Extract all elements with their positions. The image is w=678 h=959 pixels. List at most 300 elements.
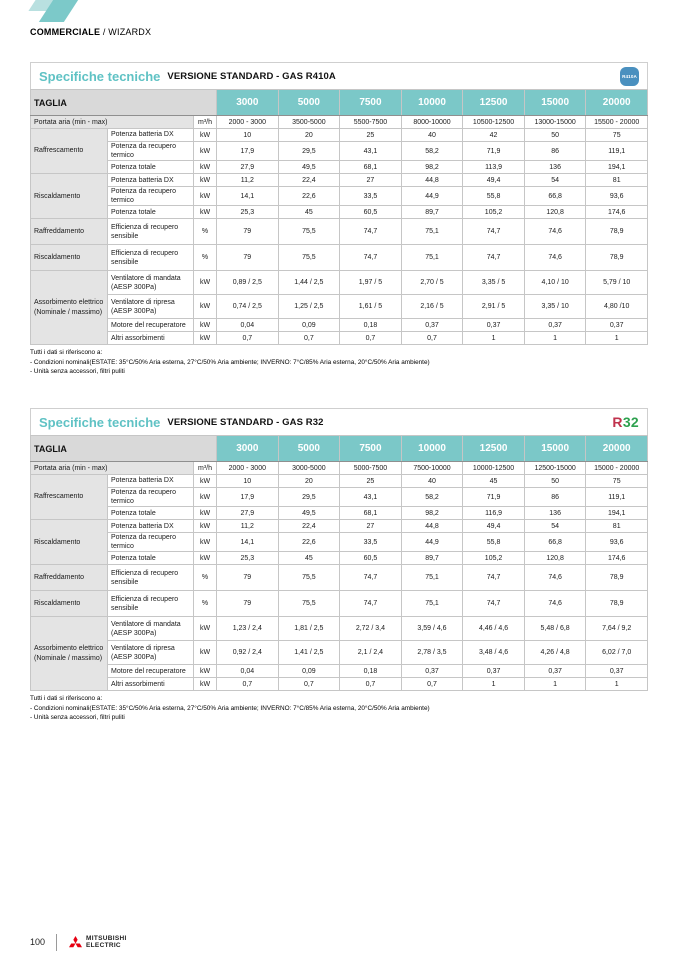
value-cell: 3500-5000 <box>278 116 340 129</box>
value-cell: 78,9 <box>586 591 648 617</box>
value-cell: 58,2 <box>401 488 463 507</box>
value-cell: 74,7 <box>340 565 402 591</box>
unit-cell: kW <box>194 678 217 691</box>
value-cell: 86 <box>524 488 586 507</box>
spec-row <box>31 187 648 206</box>
row-label-cell: Efficienza di recupero sensibile <box>108 245 194 271</box>
value-cell: 44,9 <box>401 533 463 552</box>
value-cell: 75,1 <box>401 219 463 245</box>
size-header-row <box>31 436 648 462</box>
value-cell: 22,6 <box>278 187 340 206</box>
spec-row <box>31 245 648 271</box>
value-cell: 136 <box>524 161 586 174</box>
row-label-cell: Portata aria (min - max) <box>31 116 194 129</box>
value-cell: 45 <box>278 206 340 219</box>
value-cell: 78,9 <box>586 245 648 271</box>
value-cell: 1,61 / 5 <box>340 295 402 319</box>
value-cell: 0,7 <box>217 678 279 691</box>
value-cell: 33,5 <box>340 187 402 206</box>
value-cell: 75,5 <box>278 591 340 617</box>
spec-row <box>31 206 648 219</box>
row-label-cell: Ventilatore di ripresa (AESP 300Pa) <box>108 295 194 319</box>
spec-row <box>31 174 648 187</box>
value-cell: 68,1 <box>340 507 402 520</box>
value-cell: 10500-12500 <box>463 116 525 129</box>
value-cell: 49,4 <box>463 520 525 533</box>
group-label-cell: Assorbimento elettrico (Nominale / massimo) <box>31 271 108 345</box>
table-title-bar <box>30 62 648 89</box>
value-cell: 43,1 <box>340 142 402 161</box>
value-cell: 194,1 <box>586 507 648 520</box>
value-cell: 105,2 <box>463 552 525 565</box>
spec-row <box>31 142 648 161</box>
spec-row <box>31 271 648 295</box>
value-cell: 3000-5000 <box>278 462 340 475</box>
table-title-bar <box>30 408 648 435</box>
row-label-cell: Motore del recuperatore <box>108 319 194 332</box>
unit-cell: kW <box>194 507 217 520</box>
value-cell: 25,3 <box>217 206 279 219</box>
value-cell: 1 <box>463 678 525 691</box>
unit-cell: kW <box>194 206 217 219</box>
value-cell: 20 <box>278 129 340 142</box>
value-cell: 27 <box>340 520 402 533</box>
value-cell: 45 <box>278 552 340 565</box>
r32-logo-r: R <box>612 414 623 430</box>
value-cell: 22,6 <box>278 533 340 552</box>
value-cell: 3,48 / 4,6 <box>463 641 525 665</box>
value-cell: 75 <box>586 129 648 142</box>
value-cell: 4,80 /10 <box>586 295 648 319</box>
row-label-cell: Efficienza di recupero sensibile <box>108 591 194 617</box>
value-cell: 0,18 <box>340 319 402 332</box>
value-cell: 1 <box>463 332 525 345</box>
size-column-header: 10000 <box>401 90 463 116</box>
value-cell: 22,4 <box>278 174 340 187</box>
value-cell: 25 <box>340 129 402 142</box>
unit-cell: kW <box>194 475 217 488</box>
value-cell: 78,9 <box>586 219 648 245</box>
unit-cell: kW <box>194 488 217 507</box>
table-title: Specifiche tecniche <box>39 414 161 430</box>
value-cell: 33,5 <box>340 533 402 552</box>
value-cell: 1 <box>586 678 648 691</box>
spec-row <box>31 219 648 245</box>
row-label-cell: Portata aria (min - max) <box>31 462 194 475</box>
value-cell: 0,74 / 2,5 <box>217 295 279 319</box>
unit-cell: % <box>194 591 217 617</box>
table-subtitle: VERSIONE STANDARD - GAS R32 <box>167 416 324 428</box>
group-label-cell: Raffrescamento <box>31 475 108 520</box>
spec-row <box>31 552 648 565</box>
value-cell: 3,59 / 4,6 <box>401 617 463 641</box>
value-cell: 0,09 <box>278 665 340 678</box>
value-cell: 0,04 <box>217 319 279 332</box>
row-label-cell: Potenza totale <box>108 161 194 174</box>
value-cell: 75,1 <box>401 591 463 617</box>
row-label-cell: Efficienza di recupero sensibile <box>108 219 194 245</box>
spec-row <box>31 565 648 591</box>
value-cell: 49,5 <box>278 507 340 520</box>
value-cell: 1,25 / 2,5 <box>278 295 340 319</box>
spec-row <box>31 161 648 174</box>
unit-cell: kW <box>194 533 217 552</box>
value-cell: 74,7 <box>463 591 525 617</box>
table-title: Specifiche tecniche <box>39 68 161 84</box>
unit-cell: kW <box>194 174 217 187</box>
row-label-cell: Potenza batteria DX <box>108 174 194 187</box>
breadcrumb-section: COMMERCIALE <box>30 27 101 37</box>
value-cell: 15000 - 20000 <box>586 462 648 475</box>
footnote-line: Tutti i dati si riferiscono a: <box>30 349 103 357</box>
value-cell: 68,1 <box>340 161 402 174</box>
value-cell: 60,5 <box>340 206 402 219</box>
group-label-cell: Riscaldamento <box>31 174 108 219</box>
value-cell: 45 <box>463 475 525 488</box>
value-cell: 2,70 / 5 <box>401 271 463 295</box>
value-cell: 0,7 <box>401 332 463 345</box>
size-column-header: 10000 <box>401 436 463 462</box>
footnote-line: - Condizioni nominali(ESTATE: 35°C/50% Aria esterna, 27°C/50% Aria ambiente; INVERNO: 7°C/85% Aria esterna, 20°C/50% Aria ambiente) <box>30 704 430 712</box>
value-cell: 2000 - 3000 <box>217 462 279 475</box>
value-cell: 116,9 <box>463 507 525 520</box>
unit-cell: kW <box>194 129 217 142</box>
spec-row <box>31 617 648 641</box>
row-label-cell: Potenza batteria DX <box>108 475 194 488</box>
value-cell: 58,2 <box>401 142 463 161</box>
airflow-row <box>31 462 648 475</box>
row-label-cell: Potenza da recupero termico <box>108 187 194 206</box>
row-label-cell: Altri assorbimenti <box>108 332 194 345</box>
value-cell: 136 <box>524 507 586 520</box>
value-cell: 1,41 / 2,5 <box>278 641 340 665</box>
value-cell: 174,6 <box>586 552 648 565</box>
value-cell: 105,2 <box>463 206 525 219</box>
value-cell: 29,5 <box>278 488 340 507</box>
size-column-header: 20000 <box>586 436 648 462</box>
size-column-header: 7500 <box>340 90 402 116</box>
value-cell: 29,5 <box>278 142 340 161</box>
unit-cell: % <box>194 219 217 245</box>
spec-row <box>31 129 648 142</box>
value-cell: 81 <box>586 520 648 533</box>
spec-row <box>31 507 648 520</box>
value-cell: 71,9 <box>463 488 525 507</box>
value-cell: 27,9 <box>217 161 279 174</box>
value-cell: 119,1 <box>586 488 648 507</box>
value-cell: 0,7 <box>340 332 402 345</box>
value-cell: 14,1 <box>217 187 279 206</box>
group-label-cell: Riscaldamento <box>31 245 108 271</box>
value-cell: 15500 - 20000 <box>586 116 648 129</box>
value-cell: 79 <box>217 245 279 271</box>
spec-table <box>30 435 648 691</box>
value-cell: 40 <box>401 475 463 488</box>
unit-cell: m³/h <box>194 462 217 475</box>
value-cell: 1 <box>524 332 586 345</box>
spec-row <box>31 319 648 332</box>
value-cell: 8000-10000 <box>401 116 463 129</box>
group-label-cell: Riscaldamento <box>31 591 108 617</box>
value-cell: 17,9 <box>217 488 279 507</box>
value-cell: 194,1 <box>586 161 648 174</box>
value-cell: 44,8 <box>401 520 463 533</box>
value-cell: 44,8 <box>401 174 463 187</box>
spec-table-section-r410a <box>30 62 648 376</box>
r32-logo-num: 32 <box>622 414 639 430</box>
spec-row <box>31 533 648 552</box>
value-cell: 6,02 / 7,0 <box>586 641 648 665</box>
value-cell: 1,97 / 5 <box>340 271 402 295</box>
size-header-row <box>31 90 648 116</box>
brand-line2: ELECTRIC <box>86 942 121 949</box>
value-cell: 74,6 <box>524 245 586 271</box>
value-cell: 43,1 <box>340 488 402 507</box>
row-label-cell: Potenza da recupero termico <box>108 488 194 507</box>
page-footer <box>30 931 127 953</box>
value-cell: 1 <box>524 678 586 691</box>
unit-cell: kW <box>194 641 217 665</box>
value-cell: 74,7 <box>340 245 402 271</box>
unit-cell: kW <box>194 665 217 678</box>
value-cell: 54 <box>524 174 586 187</box>
unit-cell: kW <box>194 161 217 174</box>
value-cell: 5,48 / 6,8 <box>524 617 586 641</box>
value-cell: 119,1 <box>586 142 648 161</box>
value-cell: 0,7 <box>340 678 402 691</box>
value-cell: 0,37 <box>586 665 648 678</box>
row-label-cell: Ventilatore di ripresa (AESP 300Pa) <box>108 641 194 665</box>
value-cell: 0,09 <box>278 319 340 332</box>
gas-r32-logo <box>612 414 639 430</box>
unit-cell: % <box>194 565 217 591</box>
brand-text <box>86 935 127 949</box>
spec-row <box>31 591 648 617</box>
value-cell: 81 <box>586 174 648 187</box>
spec-row <box>31 641 648 665</box>
spec-row <box>31 475 648 488</box>
value-cell: 7,64 / 9,2 <box>586 617 648 641</box>
value-cell: 93,6 <box>586 187 648 206</box>
value-cell: 0,37 <box>463 319 525 332</box>
value-cell: 74,7 <box>340 591 402 617</box>
value-cell: 55,8 <box>463 533 525 552</box>
size-column-header: 12500 <box>463 90 525 116</box>
value-cell: 98,2 <box>401 507 463 520</box>
value-cell: 20 <box>278 475 340 488</box>
mitsubishi-electric-logo <box>68 935 127 949</box>
value-cell: 1,81 / 2,5 <box>278 617 340 641</box>
value-cell: 174,6 <box>586 206 648 219</box>
value-cell: 75,5 <box>278 245 340 271</box>
value-cell: 27,9 <box>217 507 279 520</box>
footnote-line: - Unità senza accessori, filtri puliti <box>30 713 125 721</box>
value-cell: 12500-15000 <box>524 462 586 475</box>
value-cell: 89,7 <box>401 552 463 565</box>
footnote-line: Tutti i dati si riferiscono a: <box>30 695 103 703</box>
value-cell: 3,35 / 5 <box>463 271 525 295</box>
row-label-cell: Potenza totale <box>108 507 194 520</box>
spec-row <box>31 520 648 533</box>
value-cell: 79 <box>217 219 279 245</box>
row-label-cell: Potenza batteria DX <box>108 129 194 142</box>
group-label-cell: Riscaldamento <box>31 520 108 565</box>
footnotes <box>30 348 648 376</box>
row-label-cell: Potenza da recupero termico <box>108 533 194 552</box>
value-cell: 74,7 <box>463 219 525 245</box>
value-cell: 78,9 <box>586 565 648 591</box>
unit-cell: % <box>194 245 217 271</box>
spec-row <box>31 295 648 319</box>
unit-cell: kW <box>194 617 217 641</box>
value-cell: 0,37 <box>463 665 525 678</box>
value-cell: 93,6 <box>586 533 648 552</box>
size-column-header: 7500 <box>340 436 402 462</box>
spec-row <box>31 665 648 678</box>
table-subtitle: VERSIONE STANDARD - GAS R410A <box>167 70 336 82</box>
value-cell: 25 <box>340 475 402 488</box>
group-label-cell: Raffrescamento <box>31 129 108 174</box>
footer-divider <box>56 934 57 951</box>
value-cell: 89,7 <box>401 206 463 219</box>
value-cell: 11,2 <box>217 174 279 187</box>
value-cell: 74,7 <box>463 245 525 271</box>
row-label-cell: Potenza da recupero termico <box>108 142 194 161</box>
spec-table-section-r32 <box>30 408 648 722</box>
value-cell: 3,35 / 10 <box>524 295 586 319</box>
breadcrumb-product: / WIZARDX <box>100 27 152 37</box>
page-number: 100 <box>30 937 46 947</box>
unit-cell: m³/h <box>194 116 217 129</box>
value-cell: 54 <box>524 520 586 533</box>
spec-row <box>31 488 648 507</box>
value-cell: 50 <box>524 129 586 142</box>
gas-r410a-badge-icon: R410A <box>620 67 639 86</box>
row-label-cell: Ventilatore di mandata (AESP 300Pa) <box>108 617 194 641</box>
group-label-cell: Raffreddamento <box>31 565 108 591</box>
value-cell: 2000 - 3000 <box>217 116 279 129</box>
value-cell: 27 <box>340 174 402 187</box>
value-cell: 44,9 <box>401 187 463 206</box>
value-cell: 10 <box>217 475 279 488</box>
unit-cell: kW <box>194 187 217 206</box>
value-cell: 66,8 <box>524 533 586 552</box>
value-cell: 10 <box>217 129 279 142</box>
value-cell: 2,1 / 2,4 <box>340 641 402 665</box>
group-label-cell: Raffreddamento <box>31 219 108 245</box>
taglia-header-cell: TAGLIA <box>31 436 217 462</box>
footnotes <box>30 694 648 722</box>
size-column-header: 5000 <box>278 90 340 116</box>
footnote-line: - Condizioni nominali(ESTATE: 35°C/50% Aria esterna, 27°C/50% Aria ambiente; INVERNO: 7°C/85% Aria esterna, 20°C/50% Aria ambiente) <box>30 358 430 366</box>
unit-cell: kW <box>194 142 217 161</box>
unit-cell: kW <box>194 271 217 295</box>
value-cell: 71,9 <box>463 142 525 161</box>
value-cell: 75,5 <box>278 219 340 245</box>
value-cell: 60,5 <box>340 552 402 565</box>
size-column-header: 5000 <box>278 436 340 462</box>
row-label-cell: Motore del recuperatore <box>108 665 194 678</box>
value-cell: 74,6 <box>524 565 586 591</box>
size-column-header: 3000 <box>217 90 279 116</box>
value-cell: 13000-15000 <box>524 116 586 129</box>
value-cell: 1,44 / 2,5 <box>278 271 340 295</box>
value-cell: 0,37 <box>524 319 586 332</box>
value-cell: 55,8 <box>463 187 525 206</box>
value-cell: 98,2 <box>401 161 463 174</box>
row-label-cell: Potenza totale <box>108 206 194 219</box>
unit-cell: kW <box>194 520 217 533</box>
value-cell: 4,46 / 4,6 <box>463 617 525 641</box>
unit-cell: kW <box>194 319 217 332</box>
value-cell: 2,78 / 3,5 <box>401 641 463 665</box>
value-cell: 1,23 / 2,4 <box>217 617 279 641</box>
value-cell: 0,37 <box>586 319 648 332</box>
mitsubishi-three-diamonds-icon <box>68 936 83 949</box>
value-cell: 14,1 <box>217 533 279 552</box>
row-label-cell: Altri assorbimenti <box>108 678 194 691</box>
value-cell: 10000-12500 <box>463 462 525 475</box>
value-cell: 17,9 <box>217 142 279 161</box>
value-cell: 0,37 <box>524 665 586 678</box>
spec-table <box>30 89 648 345</box>
size-column-header: 3000 <box>217 436 279 462</box>
value-cell: 2,16 / 5 <box>401 295 463 319</box>
value-cell: 11,2 <box>217 520 279 533</box>
spec-row <box>31 678 648 691</box>
value-cell: 4,10 / 10 <box>524 271 586 295</box>
value-cell: 0,37 <box>401 319 463 332</box>
value-cell: 75,1 <box>401 565 463 591</box>
value-cell: 74,6 <box>524 219 586 245</box>
brand-line1: MITSUBISHI <box>86 934 127 942</box>
value-cell: 120,8 <box>524 206 586 219</box>
row-label-cell: Efficienza di recupero sensibile <box>108 565 194 591</box>
spec-row <box>31 332 648 345</box>
value-cell: 74,7 <box>340 219 402 245</box>
group-label-cell: Assorbimento elettrico (Nominale / massimo) <box>31 617 108 691</box>
value-cell: 79 <box>217 565 279 591</box>
value-cell: 2,91 / 5 <box>463 295 525 319</box>
breadcrumb <box>30 27 151 37</box>
unit-cell: kW <box>194 295 217 319</box>
value-cell: 0,7 <box>401 678 463 691</box>
unit-cell: kW <box>194 552 217 565</box>
size-column-header: 15000 <box>524 436 586 462</box>
value-cell: 5000-7500 <box>340 462 402 475</box>
value-cell: 40 <box>401 129 463 142</box>
value-cell: 0,37 <box>401 665 463 678</box>
row-label-cell: Potenza totale <box>108 552 194 565</box>
value-cell: 74,7 <box>463 565 525 591</box>
value-cell: 0,04 <box>217 665 279 678</box>
value-cell: 75,5 <box>278 565 340 591</box>
value-cell: 7500-10000 <box>401 462 463 475</box>
value-cell: 49,4 <box>463 174 525 187</box>
size-column-header: 15000 <box>524 90 586 116</box>
value-cell: 86 <box>524 142 586 161</box>
value-cell: 25,3 <box>217 552 279 565</box>
value-cell: 42 <box>463 129 525 142</box>
value-cell: 49,5 <box>278 161 340 174</box>
unit-cell: kW <box>194 332 217 345</box>
value-cell: 0,7 <box>278 332 340 345</box>
airflow-row <box>31 116 648 129</box>
value-cell: 1 <box>586 332 648 345</box>
value-cell: 120,8 <box>524 552 586 565</box>
value-cell: 75,1 <box>401 245 463 271</box>
value-cell: 5500-7500 <box>340 116 402 129</box>
